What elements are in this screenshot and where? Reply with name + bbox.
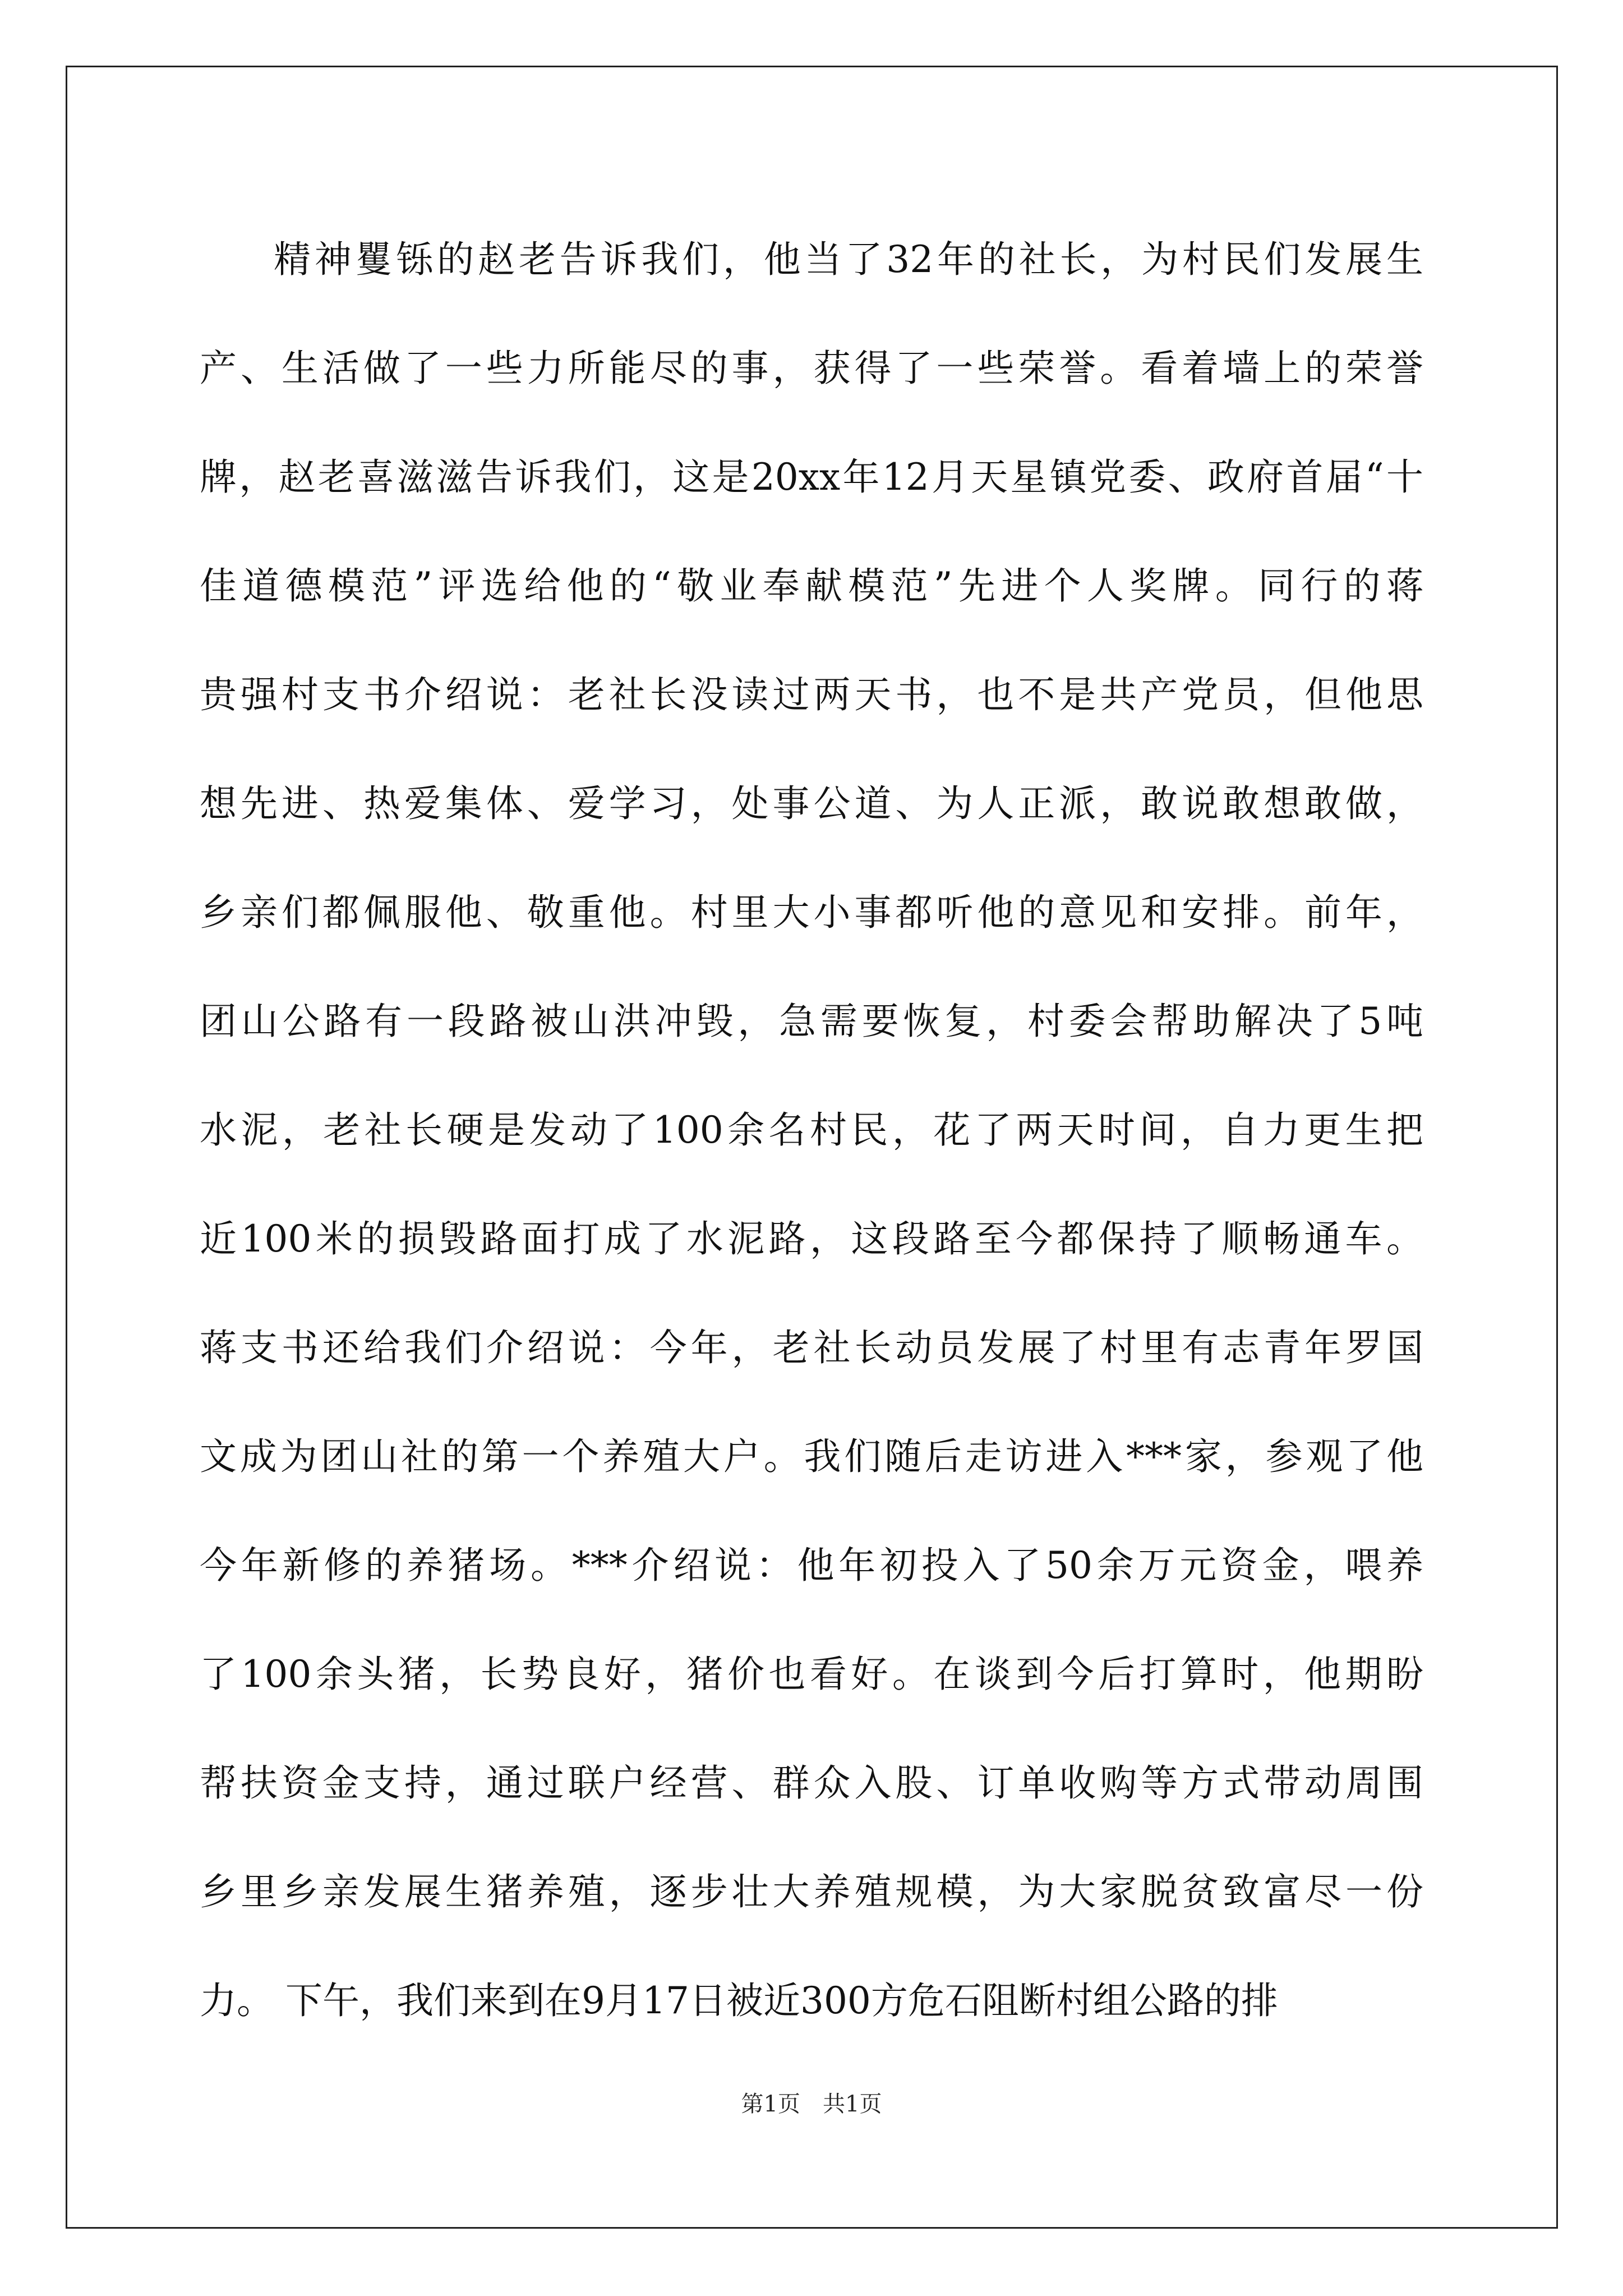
paragraph-line: 文成为团山社的第一个养殖大户。我们随后走访进入***家，参观了他 bbox=[200, 1435, 1423, 1478]
paragraph-line: 乡里乡亲发展生猪养殖，逐步壮大养殖规模，为大家脱贫致富尽一份 bbox=[200, 1870, 1423, 1913]
paragraph-line: 佳道德模范”评选给他的“敬业奉献模范”先进个人奖牌。同行的蒋 bbox=[200, 564, 1423, 608]
paragraph-line: 想先进、热爱集体、爱学习，处事公道、为人正派，敢说敢想敢做， bbox=[200, 782, 1423, 825]
paragraph-line: 牌，赵老喜滋滋告诉我们，这是20xx年12月天星镇党委、政府首届“十 bbox=[200, 455, 1423, 499]
paragraph-line: 力。 下午，我们来到在9月17日被近300方危石阻断村组公路的排 bbox=[200, 1979, 1278, 2022]
paragraph-line: 乡亲们都佩服他、敬重他。村里大小事都听他的意见和安排。前年， bbox=[200, 891, 1423, 934]
paragraph-line: 贵强村支书介绍说：老社长没读过两天书，也不是共产党员，但他思 bbox=[200, 673, 1423, 716]
paragraph-line: 帮扶资金支持，通过联户经营、群众入股、订单收购等方式带动周围 bbox=[200, 1761, 1423, 1805]
paragraph-line: 了100余头猪，长势良好，猪价也看好。在谈到今后打算时，他期盼 bbox=[200, 1653, 1423, 1696]
paragraph-line: 精神矍铄的赵老告诉我们，他当了32年的社长，为村民们发展生 bbox=[274, 238, 1423, 281]
page-number: 第1页 bbox=[741, 2091, 800, 2117]
paragraph-line: 今年新修的养猪场。***介绍说：他年初投入了50余万元资金，喂养 bbox=[200, 1544, 1423, 1587]
page-footer bbox=[0, 2090, 1623, 2118]
document-body bbox=[200, 205, 1423, 2055]
paragraph-line: 蒋支书还给我们介绍说：今年，老社长动员发展了村里有志青年罗国 bbox=[200, 1326, 1423, 1369]
paragraph-line: 水泥，老社长硬是发动了100余名村民，花了两天时间，自力更生把 bbox=[200, 1108, 1423, 1152]
paragraph-line: 近100米的损毁路面打成了水泥路，这段路至今都保持了顺畅通车。 bbox=[200, 1217, 1423, 1260]
paragraph-line: 产、生活做了一些力所能尽的事，获得了一些荣誉。看着墙上的荣誉 bbox=[200, 347, 1423, 390]
paragraph-line: 团山公路有一段路被山洪冲毁，急需要恢复，村委会帮助解决了5吨 bbox=[200, 1000, 1423, 1043]
page-total: 共1页 bbox=[823, 2091, 882, 2117]
